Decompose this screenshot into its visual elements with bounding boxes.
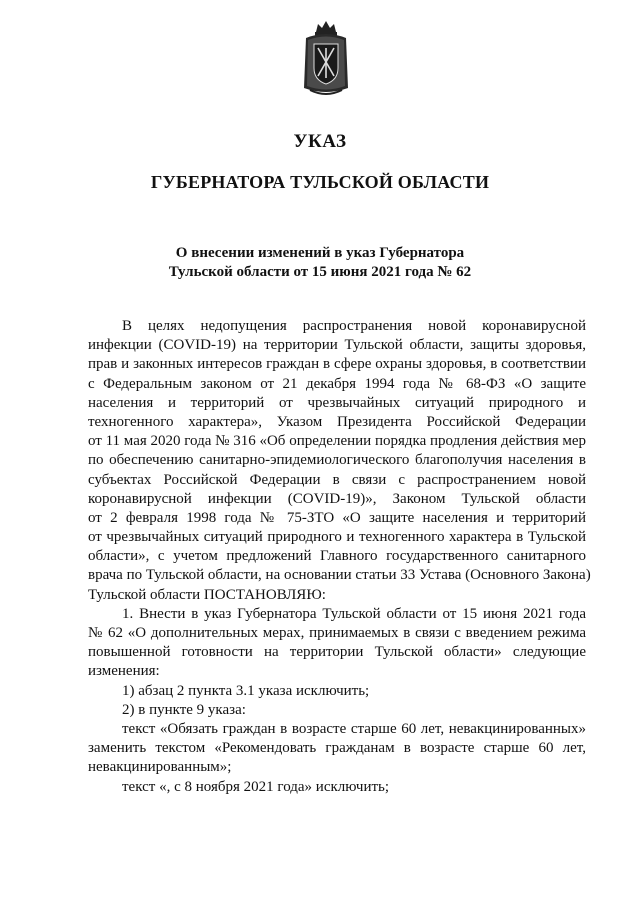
body-line: Тульской области ПОСТАНОВЛЯЮ: — [88, 586, 326, 603]
body-line: 1) абзац 2 пункта 3.1 указа исключить; — [122, 682, 370, 699]
decree-issuer: ГУБЕРНАТОРА ТУЛЬСКОЙ ОБЛАСТИ — [150, 172, 490, 192]
body-line: повышенной готовности на территории Тульской области» следующие — [88, 644, 586, 661]
decree-body — [88, 317, 591, 797]
body-line: с Федеральным законом от 21 декабря 1994 года № 68-ФЗ «О защите — [88, 375, 586, 392]
body-line: изменения: — [88, 663, 160, 680]
body-line: коронавирусной инфекции (COVID-19)», Законом Тульской области — [88, 490, 586, 507]
coat-of-arms-emblem — [300, 18, 352, 98]
body-line: 1. Внести в указ Губернатора Тульской области от 15 июня 2021 года — [122, 605, 586, 622]
decree-subject — [0, 244, 640, 282]
body-line: 2) в пункте 9 указа: — [122, 701, 246, 718]
body-line: техногенного характера», Указом Президента Российской Федерации — [88, 413, 586, 430]
body-line: врача по Тульской области, на основании статьи 33 Устава (Основного Закона) — [88, 567, 591, 584]
body-line: области», с учетом предложений Главного государственного санитарного — [88, 548, 586, 565]
body-line: субъектах Российской Федерации в связи с распространением новой — [88, 471, 586, 488]
body-line: от 2 февраля 1998 года № 75-ЗТО «О защите населения и территорий — [88, 509, 586, 526]
body-line: населения и территорий от чрезвычайных ситуаций природного и — [88, 394, 586, 411]
body-line: № 62 «О дополнительных мерах, принимаемых в связи с введением режима — [88, 625, 586, 641]
decree-title: УКАЗ — [293, 131, 347, 152]
body-line: от чрезвычайных ситуаций природного и техногенного характера в Тульской — [88, 529, 586, 546]
body-line: невакцинированным»; — [88, 759, 232, 776]
body-line: прав и законных интересов граждан в сфере охраны здоровья, в соответствии — [88, 356, 586, 373]
body-line: заменить текстом «Рекомендовать гражданам в возрасте старше 60 лет, — [88, 740, 586, 757]
body-line: текст «, с 8 ноября 2021 года» исключить; — [122, 778, 390, 795]
body-line: текст «Обязать граждан в возрасте старше 60 лет, невакцинированных» — [122, 720, 586, 737]
body-line: В целях недопущения распространения новой коронавирусной — [122, 318, 586, 334]
subject-line: О внесении изменений в указ Губернатора — [175, 245, 465, 261]
body-line: инфекции (COVID-19) на территории Тульской области, защиты здоровья, — [88, 337, 586, 354]
subject-line: Тульской области от 15 июня 2021 года № 62 — [168, 264, 472, 280]
body-line: по обеспечению санитарно-эпидемиологического благополучия населения в — [88, 452, 586, 469]
body-line: от 11 мая 2020 года № 316 «Об определении порядка продления действия мер — [88, 433, 586, 450]
